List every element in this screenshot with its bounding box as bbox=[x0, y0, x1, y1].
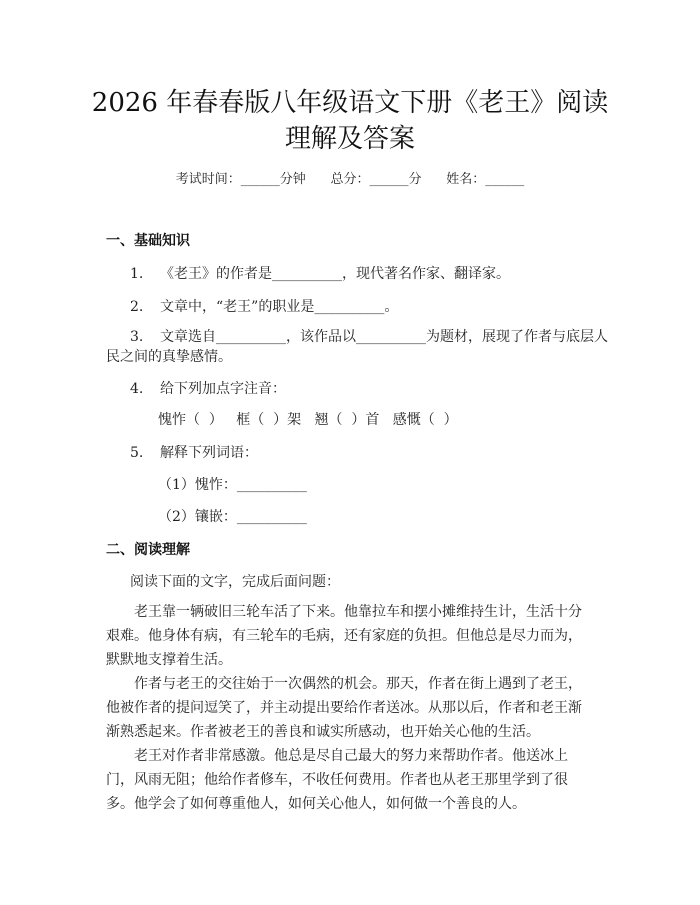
reading-paragraph-3: 老王对作者非常感激。他总是尽自己最大的努力来帮助作者。他送冰上门，风雨无阻；他给作者修车，不收任何费用。作者也从老王那里学到了很多。他学会了如何尊重他人，如何关心他人，如何做一个善良的人。 bbox=[106, 748, 568, 812]
question-2 bbox=[130, 296, 398, 316]
reading-paragraph-2: 作者与老王的交往始于一次偶然的机会。那天，作者在街上遇到了老王，他被作者的提问逗笑了，并主动提出要给作者送冰。从那以后，作者和老王渐渐熟悉起来。作者被老王的善良和诚实所感动，也开始关心他的生活。 bbox=[106, 676, 582, 740]
question-number: 1. bbox=[130, 266, 144, 282]
question-2-text: 文章中，“老王”的职业是__________。 bbox=[160, 299, 399, 315]
question-5-item-2: （2）镶嵌：__________ bbox=[158, 509, 307, 525]
question-number: 2. bbox=[130, 299, 144, 315]
question-3-text-line1: 文章选自__________，该作品以__________为题材，展现了作者与底层人 bbox=[160, 329, 608, 345]
page-title-line2: 理解及答案 bbox=[284, 124, 415, 154]
exam-meta-info: 考试时间：______分钟 总分：______分 姓名：______ bbox=[175, 172, 525, 187]
reading-intro: 阅读下面的文字，完成后面问题： bbox=[130, 574, 340, 590]
question-5 bbox=[130, 442, 258, 462]
question-3-line1 bbox=[130, 326, 608, 346]
question-4-items: 愧怍（ ） 框（ ）架 翘（ ）首 感慨（ ） bbox=[158, 412, 458, 428]
question-5-text: 解释下列词语： bbox=[160, 445, 258, 461]
question-number: 4. bbox=[130, 381, 144, 397]
reading-paragraph-1: 老王靠一辆破旧三轮车活了下来。他靠拉车和摆小摊维持生计，生活十分艰难。他身体有病，有三轮车的毛病，还有家庭的负担。但他总是尽力而为，默默地支撑着生活。 bbox=[106, 604, 582, 668]
question-number: 5. bbox=[130, 445, 144, 461]
question-3-text-line2: 民之间的真挚感情。 bbox=[106, 349, 232, 365]
question-4 bbox=[130, 378, 286, 398]
section-heading-reading: 二、阅读理解 bbox=[106, 542, 190, 558]
section-heading-basic: 一、基础知识 bbox=[106, 233, 190, 249]
question-1-text: 《老王》的作者是__________，现代著名作家、翻译家。 bbox=[160, 266, 510, 282]
question-5-item-1: （1）愧怍：__________ bbox=[158, 477, 307, 493]
page-title-line1: 2026 年春春版八年级语文下册《老王》阅读 bbox=[91, 88, 609, 118]
question-number: 3. bbox=[130, 329, 144, 345]
question-4-text: 给下列加点字注音： bbox=[160, 381, 286, 397]
question-1 bbox=[130, 263, 510, 283]
